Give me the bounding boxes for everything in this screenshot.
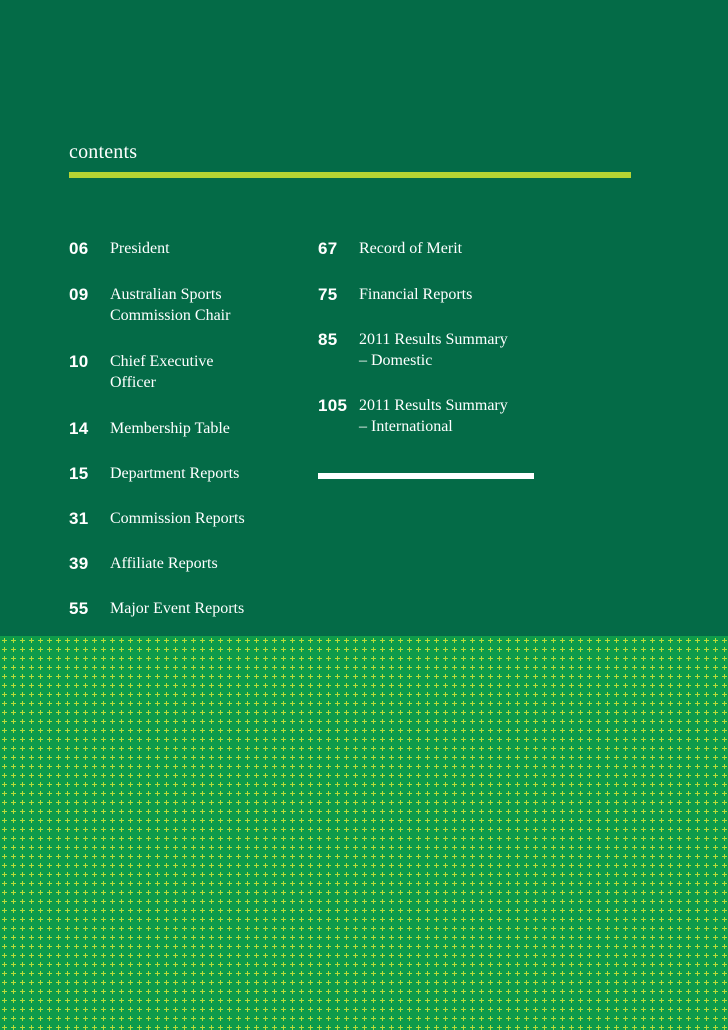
toc-entry[interactable] xyxy=(69,351,214,393)
toc-entry[interactable] xyxy=(318,284,472,305)
toc-entry-title: President xyxy=(110,240,170,257)
toc-page-number: 39 xyxy=(69,554,89,573)
toc-entry-title: Affiliate Reports xyxy=(110,555,218,572)
toc-page-number: 85 xyxy=(318,330,338,349)
toc-entry[interactable] xyxy=(318,395,508,437)
toc-entry-title: 2011 Results Summary – International xyxy=(359,397,508,435)
toc-entry[interactable] xyxy=(69,508,245,529)
toc-entry-title: Major Event Reports xyxy=(110,600,245,617)
toc-page-number: 10 xyxy=(69,352,89,371)
toc-page-number: 15 xyxy=(69,464,89,483)
toc-entry[interactable] xyxy=(69,553,218,574)
cross-pattern xyxy=(0,636,728,1030)
toc-entry[interactable] xyxy=(69,418,230,439)
toc-entry[interactable] xyxy=(318,329,508,371)
toc-page-number: 105 xyxy=(318,396,348,415)
toc-entry-title: Financial Reports xyxy=(359,286,473,303)
toc-page-number: 55 xyxy=(69,599,89,618)
toc-entry-title: Department Reports xyxy=(110,465,240,482)
toc-page-number: 09 xyxy=(69,285,89,304)
toc-page-number: 75 xyxy=(318,285,338,304)
toc-entry-title: 2011 Results Summary – Domestic xyxy=(359,331,508,369)
toc-entry[interactable] xyxy=(69,598,244,619)
toc-entry-title: Record of Merit xyxy=(359,240,463,257)
toc-page-number: 67 xyxy=(318,239,338,258)
toc-entry-title: Chief Executive Officer xyxy=(110,353,214,391)
toc-page-number: 06 xyxy=(69,239,89,258)
title-divider xyxy=(69,172,631,178)
toc-entry[interactable] xyxy=(318,238,462,259)
toc-entry[interactable] xyxy=(69,463,239,484)
toc-entry[interactable] xyxy=(69,284,230,326)
toc-entry-title: Australian Sports Commission Chair xyxy=(110,286,231,324)
toc-page-number: 31 xyxy=(69,509,89,528)
cross-pattern-panel xyxy=(0,636,728,1030)
toc-entry-title: Commission Reports xyxy=(110,510,245,527)
toc-entry-title: Membership Table xyxy=(110,420,230,437)
toc-page-number: 14 xyxy=(69,419,89,438)
page-title: contents xyxy=(69,141,138,163)
toc-entry[interactable] xyxy=(69,238,170,259)
toc-end-divider xyxy=(318,473,534,479)
